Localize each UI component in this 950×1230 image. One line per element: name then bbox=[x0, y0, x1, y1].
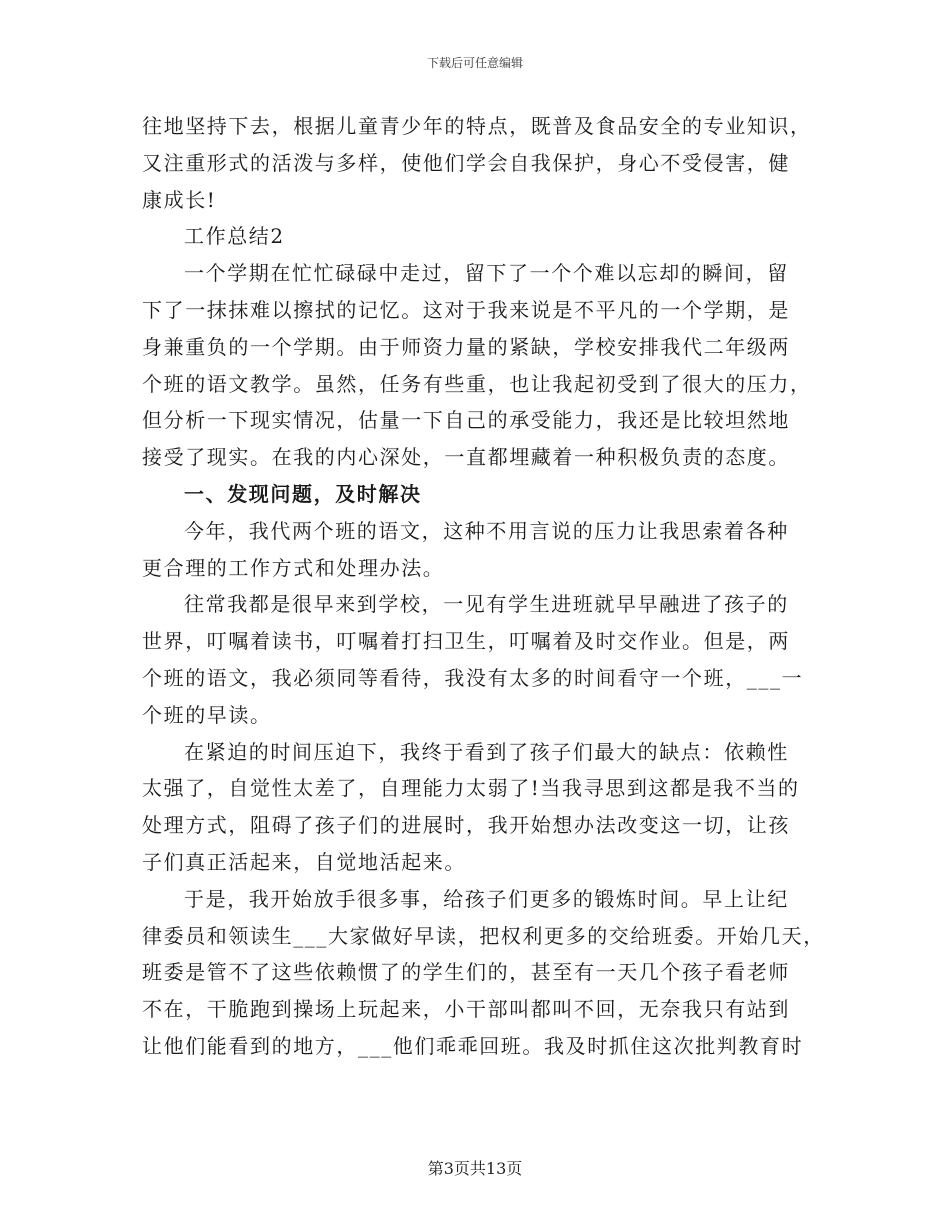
text-line: 律委员和领读生___大家做好早读，把权利更多的交给班委。开始几天， bbox=[142, 923, 825, 948]
page-number: 第3页共13页 bbox=[427, 1159, 523, 1178]
text-line: 身兼重负的一个学期。由于师资力量的紧缺，学校安排我代二年级两 bbox=[142, 334, 790, 359]
text-line: 往常我都是很早来到学校，一见有学生进班就早早融进了孩子的 bbox=[184, 592, 789, 617]
text-line: 个班的语文，我必须同等看待，我没有太多的时间看守一个班，___一 bbox=[142, 665, 804, 690]
text-line: 个班的语文教学。虽然，任务有些重，也让我起初受到了很大的压力， bbox=[142, 371, 812, 396]
text-line: 今年，我代两个班的语文，这种不用言说的压力让我思索着各种 bbox=[184, 518, 789, 543]
section-heading: 一、发现问题，及时解决 bbox=[184, 481, 422, 506]
document-body bbox=[142, 108, 825, 1065]
text-line: 更合理的工作方式和处理办法。 bbox=[142, 555, 445, 580]
text-line: 下了一抹抹难以擦拭的记忆。这对于我来说是不平凡的一个学期，是 bbox=[142, 297, 790, 322]
text-line: 个班的早读。 bbox=[142, 702, 272, 727]
text-line: 世界，叮嘱着读书，叮嘱着打扫卫生，叮嘱着及时交作业。但是，两 bbox=[142, 629, 790, 654]
text-line: 不在，干脆跑到操场上玩起来，小干部叫都叫不回，无奈我只有站到 bbox=[142, 997, 790, 1022]
text-line: 于是，我开始放手很多事，给孩子们更多的锻炼时间。早上让纪 bbox=[184, 886, 789, 911]
text-line: 接受了现实。在我的内心深处，一直都埋藏着一种积极负责的态度。 bbox=[142, 445, 790, 470]
text-line: 一个学期在忙忙碌碌中走过，留下了一个个难以忘却的瞬间，留 bbox=[184, 261, 789, 286]
text-line: 让他们能看到的地方，___他们乖乖回班。我及时抓住这次批判教育时 bbox=[142, 1033, 804, 1058]
text-line: 康成长! bbox=[142, 187, 217, 212]
text-line: 又注重形式的活泼与多样，使他们学会自我保护，身心不受侵害，健 bbox=[142, 150, 790, 175]
section-title: 工作总结2 bbox=[184, 224, 285, 249]
text-line: 太强了，自觉性太差了，自理能力太弱了!当我寻思到这都是我不当的 bbox=[142, 776, 800, 801]
page-header: 下载后可任意编辑 bbox=[426, 56, 523, 70]
text-line: 往地坚持下去，根据儿童青少年的特点，既普及食品安全的专业知识， bbox=[142, 114, 812, 138]
text-line: 子们真正活起来，自觉地活起来。 bbox=[142, 849, 466, 874]
text-line: 在紧迫的时间压迫下，我终于看到了孩子们最大的缺点：依赖性 bbox=[184, 739, 789, 764]
text-line: 但分析一下现实情况，估量一下自己的承受能力，我还是比较坦然地 bbox=[142, 408, 790, 433]
text-line: 处理方式，阻碍了孩子们的进展时，我开始想办法改变这一切，让孩 bbox=[142, 813, 790, 838]
text-line: 班委是管不了这些依赖惯了的学生们的，甚至有一天几个孩子看老师 bbox=[142, 960, 790, 985]
